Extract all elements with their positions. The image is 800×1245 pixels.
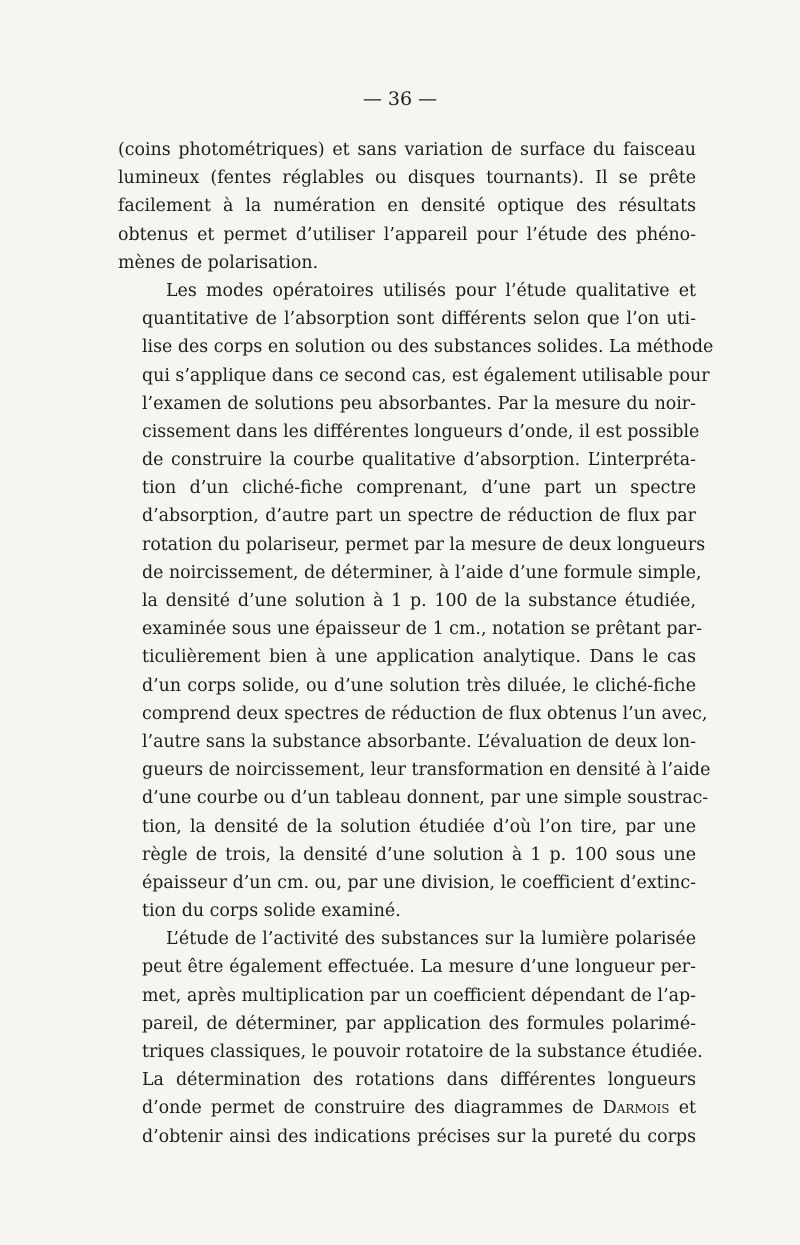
text-line: comprend deux spectres de réduction de flux obtenus l’un avec, (142, 703, 708, 724)
text-line-with-name (118, 1094, 696, 1122)
text-line: L’étude de l’activité des substances sur la lumière polarisée (166, 929, 696, 950)
text-line: gueurs de noircissement, leur transformation en densité à l’aide (142, 760, 711, 781)
text-line: (coins photométriques) et sans variation de surface du faisceau (118, 140, 696, 160)
text-line: tion d’un cliché-fiche comprenant, d’une part un spectre (142, 478, 696, 499)
body-text (118, 136, 714, 1151)
text-line: La détermination des rotations dans différentes longueurs (142, 1070, 696, 1091)
paragraph-2 (118, 277, 714, 925)
text-line: met, après multiplication par un coefficient dépendant de l’ap- (142, 985, 696, 1006)
text-line: épaisseur d’un cm. ou, par une division, le coefficient d’extinc- (142, 872, 696, 893)
text-line: l’examen de solutions peu absorbantes. Par la mesure du noir- (142, 393, 696, 414)
text-line: facilement à la numération en densité optique des résultats (118, 196, 696, 217)
text-fragment: et (669, 1098, 696, 1119)
text-line: cissement dans les différentes longueurs d’onde, il est possible (142, 421, 700, 442)
text-line: obtenus et permet d’utiliser l’appareil pour l’étude des phéno- (118, 224, 696, 245)
text-fragment: d’onde permet de construire des diagrammes de (142, 1098, 594, 1119)
text-line: tion, la densité de la solution étudiée d’où l’on tire, par une (142, 816, 696, 837)
text-line: l’autre sans la substance absorbante. L’évaluation de deux lon- (142, 731, 696, 752)
text-line: qui s’applique dans ce second cas, est également utilisable pour (142, 365, 710, 386)
author-name: Darmois (602, 1098, 670, 1119)
text-line: examinée sous une épaisseur de 1 cm., notation se prêtant par- (142, 619, 703, 640)
text-line: lumineux (fentes réglables ou disques tournants). Il se prête (118, 168, 696, 189)
text-line: pareil, de déterminer, par application des formules polarimé- (142, 1013, 696, 1034)
text-line: peut être également effectuée. La mesure d’une longueur per- (142, 957, 696, 978)
text-line: d’obtenir ainsi des indications précises sur la pureté du corps (142, 1126, 696, 1147)
text-line: d’absorption, d’autre part un spectre de réduction de flux par (142, 506, 696, 527)
text-line: quantitative de l’absorption sont différents selon que l’on uti- (142, 309, 696, 330)
text-line: ticulièrement bien à une application analytique. Dans le cas (142, 647, 696, 668)
paragraph-3 (118, 925, 703, 1151)
text-line: tion du corps solide examiné. (142, 901, 401, 922)
text-line: mènes de polarisation. (118, 252, 319, 273)
text-line: la densité d’une solution à 1 p. 100 de la substance étudiée, (142, 591, 696, 611)
text-line: règle de trois, la densité d’une solution à 1 p. 100 sous une (142, 844, 696, 865)
text-line: rotation du polariseur, permet par la mesure de deux longueurs (142, 534, 706, 555)
text-line: d’un corps solide, ou d’une solution très diluée, le cliché-fiche (142, 675, 696, 696)
text-line: de noircissement, de déterminer, à l’aide d’une formule simple, (142, 562, 702, 583)
text-line: lise des corps en solution ou des substances solides. La méthode (142, 337, 714, 358)
page-number: — 36 — (362, 88, 438, 110)
text-line: triques classiques, le pouvoir rotatoire de la substance étudiée. (142, 1042, 703, 1062)
text-line: Les modes opératoires utilisés pour l’étude qualitative et (166, 280, 696, 301)
text-line: de construire la courbe qualitative d’absorption. L’interpréta- (142, 450, 696, 471)
text-line: d’une courbe ou d’un tableau donnent, par une simple soustrac- (142, 788, 709, 809)
paragraph-1 (118, 136, 696, 277)
